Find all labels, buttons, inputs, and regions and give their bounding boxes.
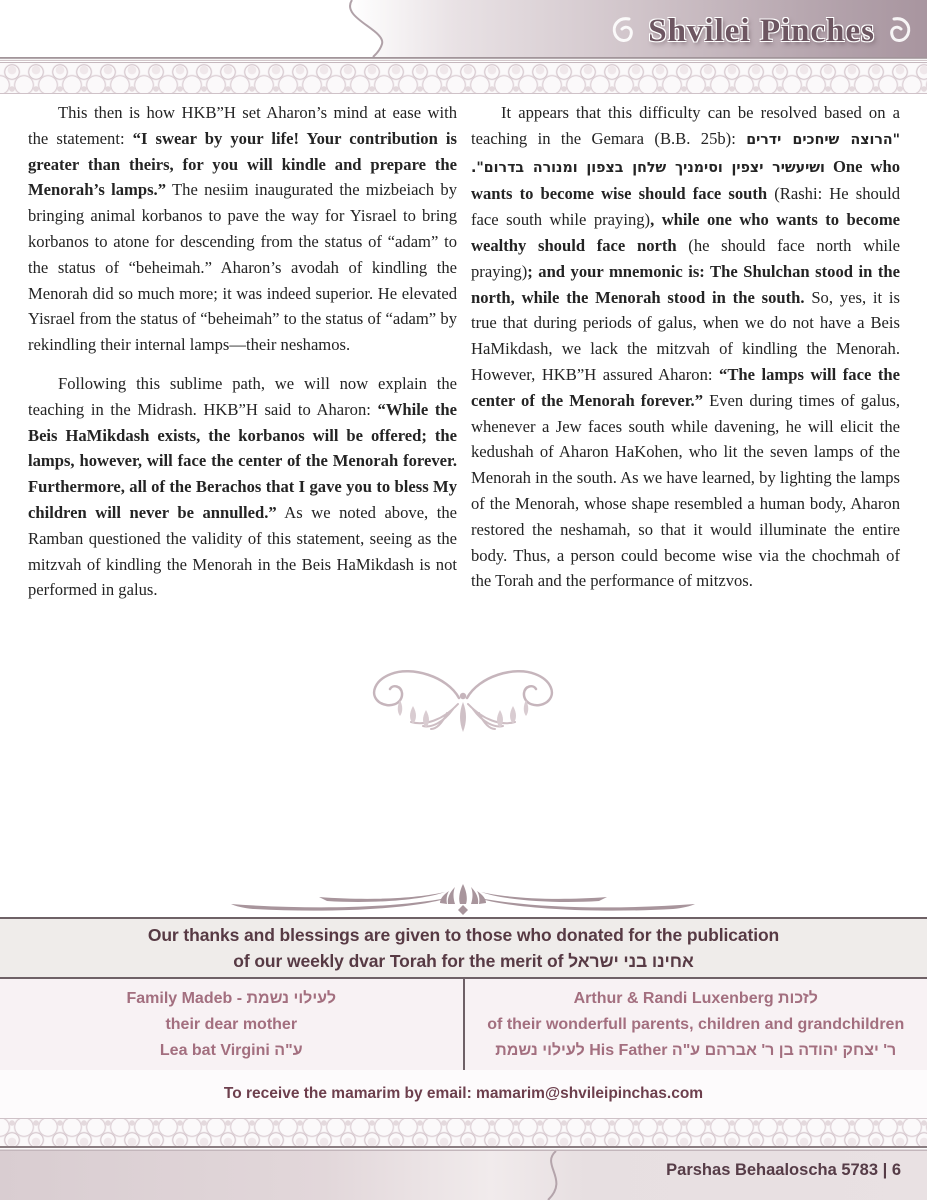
parsha-page-number: Parshas Behaaloscha 5783 | 6 [666,1161,901,1179]
donor-line: לעילוי נשמת His Father ר' יצחק יהודה בן ר' אברהם ע"ה [495,1042,897,1059]
donor-line: Arthur & Randi Luxenberg לזכות [573,990,818,1007]
donor-line: Lea bat Virgini ע"ה [159,1042,303,1059]
thanks-line-2: of our weekly dvar Torah for the merit of אחינו בני ישראל [233,951,694,971]
donor-box-left [0,979,463,1070]
page-title: Shvilei Pinches [648,12,875,49]
donor-line: of their wonderfull parents, children and grandchildren [487,1016,905,1033]
lace-border-top [0,62,927,94]
donor-box-right [463,979,927,1070]
footer-band [0,1151,927,1200]
donor-line: Family Madeb - לעילוי נשמת [126,990,337,1007]
donor-row [0,977,927,1072]
body-paragraph: It appears that this difficulty can be resolved based on a teaching in the Gemara (B.B. 25b): "הרוצה שיחכים ידרים ושיעשיר יצפין וסימניך שלחן בצפון ומנורה בדרום". One who wants to become wise should face south (Rashi: He should face south while praying), while one who wants to become wealthy should face north (he should face north while praying); and your mnemonic is: The Shulchan stood in the north, while the Menorah stood in the south. So, yes, it is true that during periods of galus, when we do not have a Beis HaMikdash, we lack the mitzvah of kindling the Menorah. However, HKB”H assured Aharon: “The lamps will face the center of the Menorah forever.” Even during times of galus, whenever a Jew faces south while davening, he will elicit the kedushah of Aharon HaKohen, who lit the seven lamps of the Menorah in the south. As we have learned, by lighting the lamps of the Menorah, whose shape resembled a human body, Aharon restored the neshamah, so that it would illuminate the entire body. Thus, a person could become wise via the chochmah of the Torah and the performance of mitzvos. [471,103,901,591]
thanks-line-1: Our thanks and blessings are given to those who donated for the publication [147,925,780,945]
email-row [0,1070,927,1118]
thanks-band [0,917,927,977]
body-paragraph: Following this sublime path, we will now explain the teaching in the Midrash. HKB”H said to Aharon: “While the Beis HaMikdash exists, the korbanos will be offered; the lamps, however, will face the center of the Menorah forever. Furthermore, all of the Berachos that I gave you to bless My children will never be annulled.” As we noted above, the Ramban questioned the validity of this statement, seeing as the mitzvah of kindling the Menorah in the Beis HaMikdash is not performed in galus. [28,373,457,600]
donor-line: their dear mother [165,1016,298,1033]
body-paragraph: This then is how HKB”H set Aharon’s mind at ease with the statement: “I swear by your life! Your contribution is greater than theirs, for you will kindle and prepare the Menorah’s lamps.” The nesiim inaugurated the mizbeiach by bringing animal korbanos to pave the way for Yisrael to bring korbanos to atone for descending from the status of “adam” to the status of “beheimah.” Aharon’s avodah of kindling the Menorah did so much more; it was indeed superior. He elevated Yisrael from the status of “beheimah” to the status of “adam” by rekindling their internal lamps—their neshamos. [28,103,458,355]
right-column [471,100,900,616]
left-column [28,100,457,616]
email-contact-text: To receive the mamarim by email: mamarim@shvileipinchas.com [223,1085,704,1102]
winged-fan-divider [223,883,703,917]
masthead [610,6,913,56]
curl-flourish-icon [610,15,634,47]
winged-scroll-ornament [353,662,573,742]
article-body [28,100,900,616]
curl-flourish-icon [889,15,913,47]
